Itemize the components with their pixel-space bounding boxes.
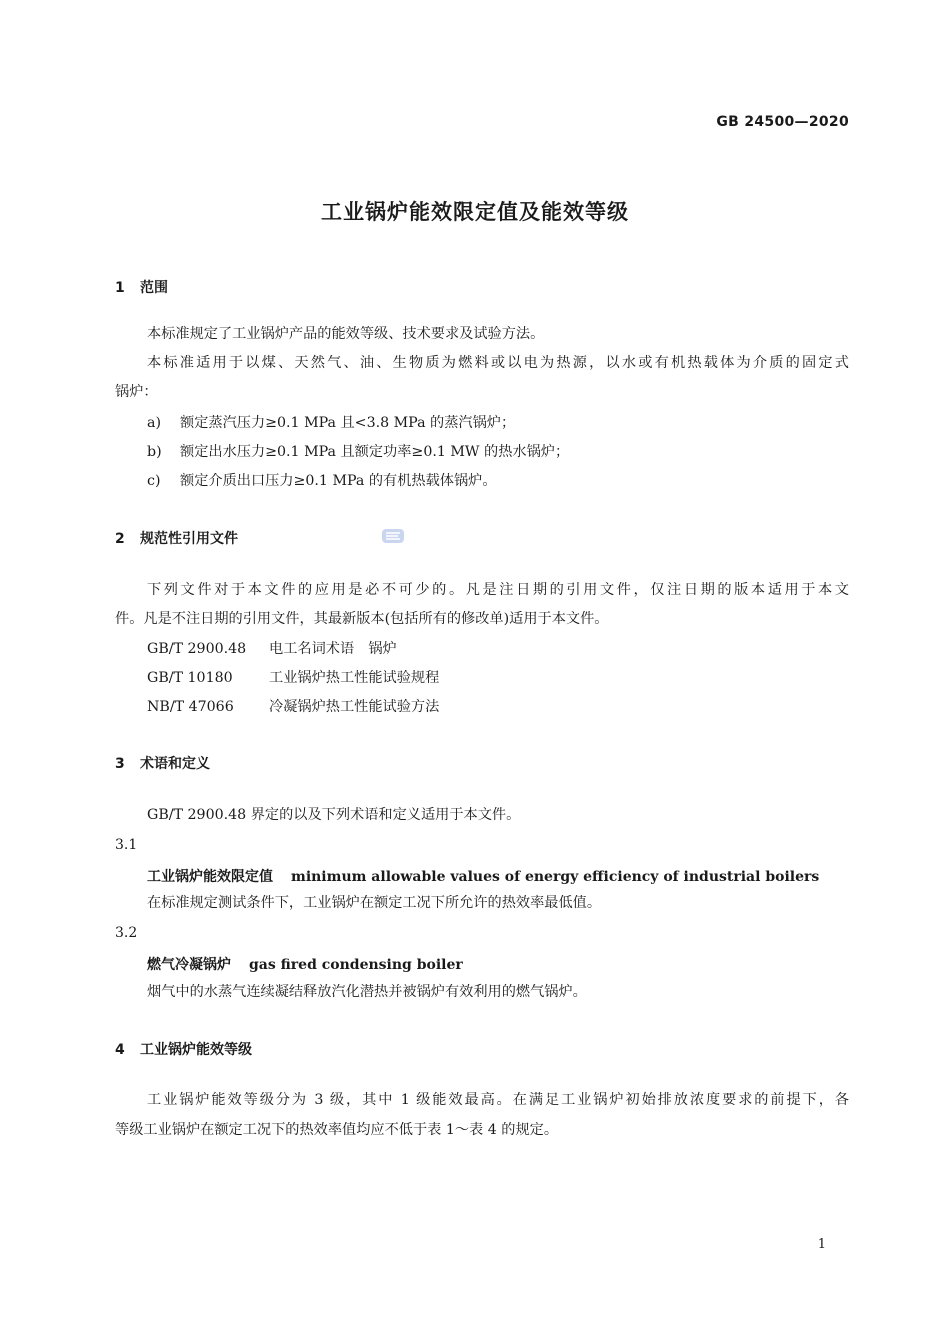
list-item — [147, 438, 569, 467]
reference-code: NB/T 47066 — [147, 699, 234, 715]
list-marker: b) — [147, 444, 162, 460]
paragraph-line: 等级工业锅炉在额定工况下的热效率值均应不低于表 1～表 4 的规定。 — [115, 1122, 559, 1138]
publisher-watermark-icon — [381, 527, 405, 545]
paragraph-line: 本标准适用于以煤、天然气、油、生物质为燃料或以电为热源，以水或有机热载体为介质的固定式 — [147, 355, 849, 371]
paragraph: GB/T 2900.48 界定的以及下列术语和定义适用于本文件。 — [147, 807, 521, 823]
term-chinese: 工业锅炉能效限定值 — [147, 869, 273, 885]
term-english: gas fired condensing boiler — [249, 957, 463, 973]
reference-item — [147, 635, 397, 664]
section-4-heading — [115, 1039, 252, 1059]
section-number: 2 — [115, 531, 125, 547]
list-marker: c) — [147, 473, 161, 489]
list-text: 额定蒸汽压力≥0.1 MPa 且<3.8 MPa 的蒸汽锅炉； — [180, 415, 516, 431]
reference-title: 冷凝锅炉热工性能试验方法 — [269, 699, 440, 715]
term-definition: 在标准规定测试条件下，工业锅炉在额定工况下所允许的热效率最低值。 — [147, 895, 602, 911]
term-entry — [147, 954, 463, 974]
paragraph: 本标准规定了工业锅炉产品的能效等级、技术要求及试验方法。 — [147, 326, 545, 342]
section-3-heading — [115, 753, 210, 773]
section-title: 范围 — [140, 280, 168, 296]
reference-title: 工业锅炉热工性能试验规程 — [269, 670, 440, 686]
section-number: 1 — [115, 280, 125, 296]
reference-code: GB/T 10180 — [147, 670, 233, 686]
document-title: 工业锅炉能效限定值及能效等级 — [321, 200, 629, 224]
list-item — [147, 409, 515, 438]
paragraph-line: 锅炉： — [115, 384, 158, 400]
reference-title: 电工名词术语 锅炉 — [269, 641, 397, 657]
section-number: 4 — [115, 1042, 125, 1058]
term-definition: 烟气中的水蒸气连续凝结释放汽化潜热并被锅炉有效利用的燃气锅炉。 — [147, 984, 587, 1000]
clause-number: 3.1 — [115, 837, 138, 853]
paragraph-line: 下列文件对于本文件的应用是必不可少的。凡是注日期的引用文件，仅注日期的版本适用于本文 — [147, 582, 849, 598]
paragraph-line: 工业锅炉能效等级分为 3 级，其中 1 级能效最高。在满足工业锅炉初始排放浓度要求的前提下，各 — [147, 1092, 849, 1108]
section-number: 3 — [115, 756, 125, 772]
standard-number: GB 24500—2020 — [716, 114, 849, 130]
section-title: 规范性引用文件 — [140, 531, 238, 547]
term-chinese: 燃气冷凝锅炉 — [147, 957, 231, 973]
page-number: 1 — [817, 1237, 826, 1252]
list-text: 额定介质出口压力≥0.1 MPa 的有机热载体锅炉。 — [180, 473, 497, 489]
term-english: minimum allowable values of energy efficiency of industrial boilers — [291, 869, 820, 885]
list-item — [147, 467, 497, 496]
section-title: 术语和定义 — [140, 756, 210, 772]
paragraph-line: 件。凡是不注日期的引用文件，其最新版本(包括所有的修改单)适用于本文件。 — [115, 611, 609, 627]
clause-number: 3.2 — [115, 925, 138, 941]
reference-item — [147, 664, 439, 693]
reference-code: GB/T 2900.48 — [147, 641, 247, 657]
section-title: 工业锅炉能效等级 — [140, 1042, 252, 1058]
section-1-heading — [115, 277, 168, 297]
term-entry — [147, 866, 819, 886]
section-2-heading — [115, 528, 238, 548]
list-marker: a) — [147, 415, 161, 431]
reference-item — [147, 693, 439, 722]
list-text: 额定出水压力≥0.1 MPa 且额定功率≥0.1 MW 的热水锅炉； — [180, 444, 570, 460]
